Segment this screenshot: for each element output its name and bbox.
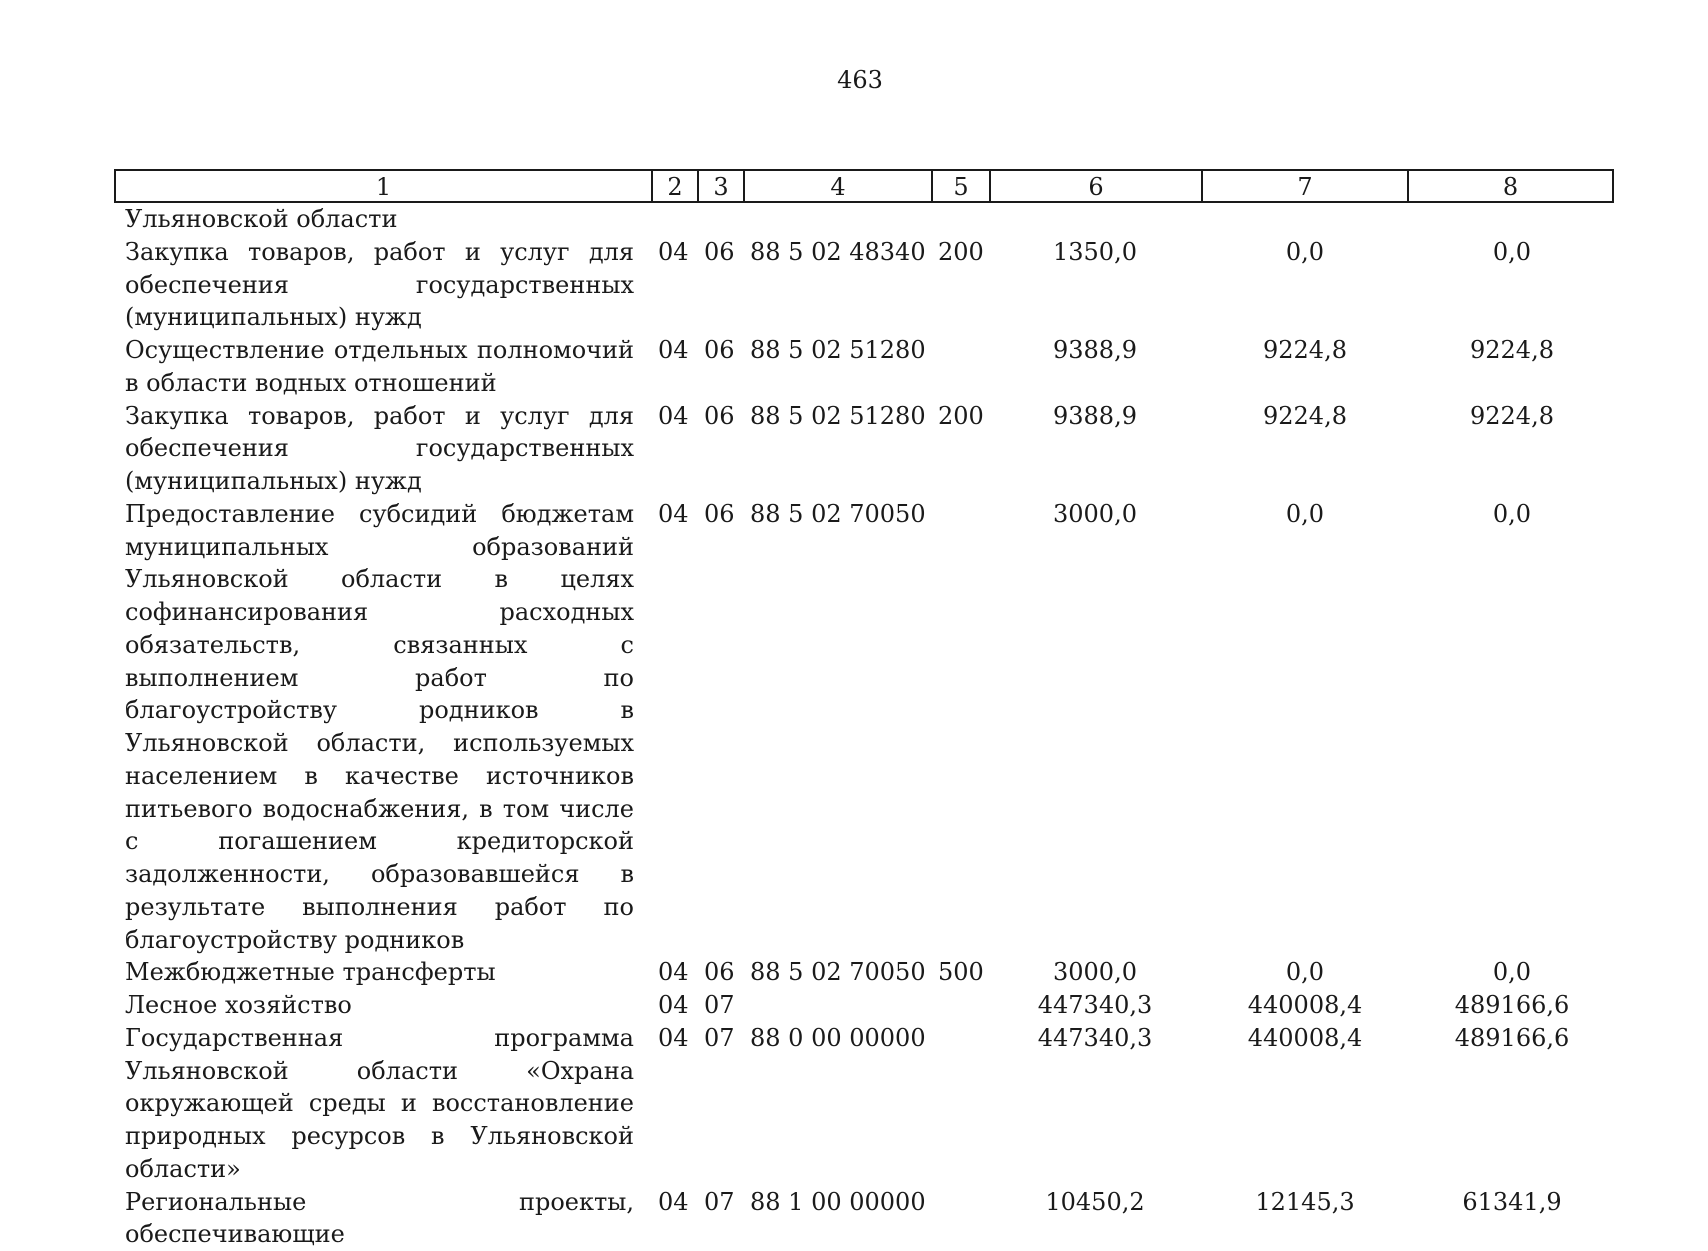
header-col-2: 2 (653, 171, 699, 201)
row-amount-col6: 3000,0 (990, 498, 1200, 531)
row-amount-col6: 9388,9 (990, 400, 1200, 433)
row-amount-col6: 447340,3 (990, 989, 1200, 1022)
row-amount-col8: 0,0 (1410, 236, 1614, 269)
row-target-code: 88 5 02 51280 (750, 400, 926, 433)
table-row (0, 1186, 1708, 1251)
header-col-7: 7 (1203, 171, 1409, 201)
row-section: 04 (658, 956, 689, 989)
row-subsection: 07 (704, 989, 735, 1022)
row-subsection: 06 (704, 334, 735, 367)
header-col-4: 4 (745, 171, 933, 201)
row-amount-col6: 447340,3 (990, 1022, 1200, 1055)
header-col-8: 8 (1409, 171, 1612, 201)
table-row (0, 498, 1708, 957)
row-subsection: 06 (704, 498, 735, 531)
row-section: 04 (658, 498, 689, 531)
row-description: Ульяновской области (125, 203, 634, 236)
row-amount-col8: 0,0 (1410, 956, 1614, 989)
row-description: Лесное хозяйство (125, 989, 634, 1022)
row-amount-col6: 3000,0 (990, 956, 1200, 989)
header-col-3: 3 (699, 171, 745, 201)
row-section: 04 (658, 1186, 689, 1219)
row-amount-col6: 9388,9 (990, 334, 1200, 367)
row-section: 04 (658, 1022, 689, 1055)
row-amount-col7: 0,0 (1202, 956, 1408, 989)
row-target-code: 88 5 02 48340 (750, 236, 926, 269)
row-section: 04 (658, 989, 689, 1022)
row-expense-type: 200 (938, 400, 984, 433)
row-description: Осуществление отдельных полномочий в области водных отношений (125, 334, 634, 400)
row-amount-col8: 9224,8 (1410, 400, 1614, 433)
row-expense-type: 200 (938, 236, 984, 269)
row-description: Региональные проекты, обеспечивающие (125, 1186, 634, 1251)
row-subsection: 06 (704, 236, 735, 269)
row-amount-col7: 9224,8 (1202, 334, 1408, 367)
row-expense-type: 500 (938, 956, 984, 989)
row-target-code: 88 0 00 00000 (750, 1022, 926, 1055)
table-row (0, 1022, 1708, 1186)
table-row (0, 236, 1708, 334)
row-subsection: 07 (704, 1186, 735, 1219)
row-section: 04 (658, 334, 689, 367)
row-target-code: 88 5 02 70050 (750, 956, 926, 989)
table-body (0, 203, 1708, 1251)
row-amount-col7: 440008,4 (1202, 989, 1408, 1022)
row-amount-col8: 61341,9 (1410, 1186, 1614, 1219)
row-section: 04 (658, 236, 689, 269)
header-col-5: 5 (933, 171, 991, 201)
table-row (0, 956, 1708, 989)
row-description: Предоставление субсидий бюджетам муниципальных образований Ульяновской области в целях софинансирования расходных обязательств, связанных с выполнением работ по благоустройству родников в Ульяновской области, используемых населением в качестве источников питьевого водоснабжения, в том числе с погашением кредиторской задолженности, образовавшейся в результате выполнения работ по благоустройству родников (125, 498, 634, 957)
row-amount-col6: 1350,0 (990, 236, 1200, 269)
row-description: Межбюджетные трансферты (125, 956, 634, 989)
row-amount-col7: 9224,8 (1202, 400, 1408, 433)
row-amount-col8: 9224,8 (1410, 334, 1614, 367)
row-amount-col8: 0,0 (1410, 498, 1614, 531)
row-amount-col7: 12145,3 (1202, 1186, 1408, 1219)
row-target-code: 88 5 02 70050 (750, 498, 926, 531)
row-amount-col6: 10450,2 (990, 1186, 1200, 1219)
row-target-code: 88 1 00 00000 (750, 1186, 926, 1219)
row-subsection: 06 (704, 956, 735, 989)
table-row (0, 203, 1708, 236)
row-amount-col8: 489166,6 (1410, 1022, 1614, 1055)
row-amount-col7: 0,0 (1202, 236, 1408, 269)
table-row (0, 989, 1708, 1022)
table-row (0, 400, 1708, 498)
row-amount-col7: 0,0 (1202, 498, 1408, 531)
row-description: Закупка товаров, работ и услуг для обеспечения государственных (муниципальных) нужд (125, 400, 634, 498)
header-col-6: 6 (991, 171, 1203, 201)
row-amount-col8: 489166,6 (1410, 989, 1614, 1022)
header-col-1: 1 (116, 171, 653, 201)
row-description: Государственная программа Ульяновской области «Охрана окружающей среды и восстановление природных ресурсов в Ульяновской области» (125, 1022, 634, 1186)
row-subsection: 07 (704, 1022, 735, 1055)
row-target-code: 88 5 02 51280 (750, 334, 926, 367)
table-row (0, 334, 1708, 400)
row-amount-col7: 440008,4 (1202, 1022, 1408, 1055)
page-number: 463 (0, 66, 1708, 94)
row-subsection: 06 (704, 400, 735, 433)
row-section: 04 (658, 400, 689, 433)
row-description: Закупка товаров, работ и услуг для обеспечения государственных (муниципальных) нужд (125, 236, 634, 334)
table-header (114, 169, 1614, 203)
